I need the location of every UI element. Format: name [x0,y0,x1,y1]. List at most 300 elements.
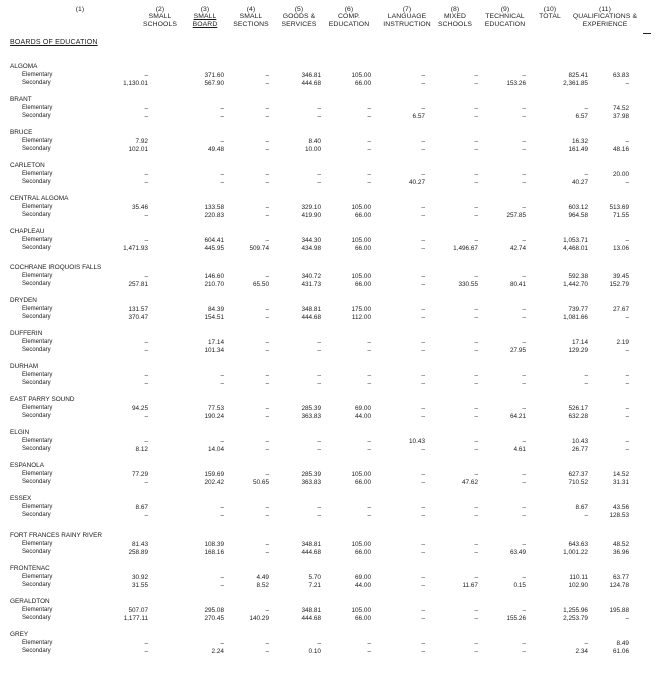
table-row-secondary [0,512,659,520]
row-label: Secondary [22,281,51,287]
table-cell-col9: – [522,648,526,655]
table-cell-col9: – [522,72,526,79]
table-cell-col6: 105.00 [351,204,371,211]
table-cell-col2: – [144,339,148,346]
column-header-6 [327,6,371,28]
board-name: GERALDTON [10,598,50,605]
table-cell-col8: 47.62 [462,479,478,486]
table-cell-col8: – [474,413,478,420]
table-cell-col11: 31.31 [613,479,629,486]
table-cell-col11: 13.06 [613,245,629,252]
table-cell-col5: 8.40 [308,138,321,145]
table-cell-col6: 175.00 [351,306,371,313]
table-cell-col3: – [220,640,224,647]
table-cell-col4: – [265,306,269,313]
table-cell-col8: – [474,179,478,186]
column-header-number: (10) [543,6,557,13]
table-row-elementary [0,607,659,615]
table-cell-col5: – [317,380,321,387]
row-label: Elementary [22,438,53,444]
table-cell-col11: 128.53 [609,512,629,519]
table-cell-col8: – [474,541,478,548]
table-cell-col5: – [317,438,321,445]
table-cell-col7: – [421,549,425,556]
table-cell-col11: – [625,138,629,145]
table-cell-col4: – [265,237,269,244]
column-header-label: SMALL SCHOOLS [143,13,177,28]
table-cell-col10: 2,361.85 [563,80,588,87]
table-cell-col10: 526.17 [568,405,588,412]
table-cell-col10: 603.12 [568,204,588,211]
table-cell-col7: – [421,607,425,614]
column-header-number: (3) [200,6,210,13]
table-cell-col9: – [522,105,526,112]
column-header-label: QUALIFICATIONS & EXPERIENCE [572,13,638,28]
table-row-elementary [0,640,659,648]
table-cell-col2: – [144,512,148,519]
table-row-secondary [0,549,659,557]
table-cell-col6: – [367,640,371,647]
table-cell-col9: – [522,504,526,511]
board-name: ESSEX [10,495,32,502]
table-cell-col2: 7.92 [135,138,148,145]
column-header-9 [479,6,531,28]
table-cell-col4: – [265,146,269,153]
table-cell-col6: 112.00 [351,314,371,321]
table-cell-col10: 26.77 [572,446,588,453]
table-cell-col7: – [421,380,425,387]
table-cell-col11: 8.49 [616,640,629,647]
table-cell-col5: 348.81 [301,541,321,548]
column-header-number: (2) [155,6,165,13]
row-label: Secondary [22,80,51,86]
row-label: Elementary [22,204,53,210]
table-cell-col5: 10.00 [305,146,321,153]
table-cell-col2: – [144,72,148,79]
table-cell-col10: – [584,512,588,519]
table-cell-col9: 153.26 [506,80,526,87]
table-cell-col7: – [421,582,425,589]
board-name: ELGIN [10,429,30,436]
board-name: CARLETON [10,162,45,169]
table-cell-col7: – [421,281,425,288]
table-cell-col6: – [367,105,371,112]
table-cell-col9: – [522,640,526,647]
table-cell-col10: – [584,171,588,178]
table-cell-col5: – [317,446,321,453]
table-row-secondary [0,446,659,454]
column-header-label: GOODS & SERVICES [281,13,317,28]
table-cell-col2: 31.55 [132,582,148,589]
table-row-secondary [0,615,659,623]
table-row-secondary [0,347,659,355]
table-cell-col10: – [584,105,588,112]
table-cell-col3: 270.45 [204,615,224,622]
table-cell-col4: – [265,105,269,112]
board-name: DUFFERIN [10,330,43,337]
table-cell-col9: 155.26 [506,615,526,622]
board-name: EAST PARRY SOUND [10,396,75,403]
table-cell-col11: 152.79 [609,281,629,288]
table-cell-col8: – [474,273,478,280]
table-cell-col4: – [265,446,269,453]
table-cell-col4: 8.52 [256,582,269,589]
table-cell-col5: – [317,512,321,519]
table-cell-col6: 105.00 [351,541,371,548]
table-cell-col7: – [421,212,425,219]
board-name: FRONTENAC [10,565,50,572]
table-cell-col3: – [220,438,224,445]
table-cell-col10: 161.49 [568,146,588,153]
table-cell-col2: 30.92 [132,574,148,581]
table-cell-col11: 48.16 [613,146,629,153]
table-cell-col9: – [522,314,526,321]
table-cell-col11: 71.55 [613,212,629,219]
table-row-elementary [0,306,659,314]
table-cell-col9: – [522,204,526,211]
table-cell-col8: – [474,347,478,354]
board-name: ESPANOLA [10,462,44,469]
table-cell-col3: 77.53 [208,405,224,412]
table-cell-col2: – [144,113,148,120]
column-header-10 [531,6,569,21]
table-cell-col9: – [522,512,526,519]
table-cell-col8: – [474,138,478,145]
column-header-1 [60,6,100,13]
row-label: Secondary [22,314,51,320]
table-cell-col5: 344.30 [301,237,321,244]
table-cell-col8: – [474,640,478,647]
column-header-label: TOTAL [539,13,561,21]
table-cell-col5: 348.81 [301,607,321,614]
table-cell-col10: 8.67 [575,504,588,511]
table-cell-col4: – [265,179,269,186]
table-cell-col4: – [265,204,269,211]
table-cell-col6: 105.00 [351,471,371,478]
table-cell-col9: 42.74 [510,245,526,252]
table-cell-col9: – [522,237,526,244]
table-cell-col5: – [317,171,321,178]
table-row-elementary [0,339,659,347]
table-cell-col3: 2.24 [211,648,224,655]
table-cell-col3: 84.39 [208,306,224,313]
table-cell-col4: – [265,212,269,219]
table-cell-col7: – [421,171,425,178]
table-row-elementary [0,237,659,245]
table-cell-col11: – [625,405,629,412]
table-cell-col5: – [317,640,321,647]
table-cell-col6: 69.00 [355,405,371,412]
table-cell-col6: – [367,179,371,186]
table-cell-col6: – [367,339,371,346]
table-cell-col11: – [625,314,629,321]
table-cell-col3: – [220,380,224,387]
column-header-label: SMALL BOARD [192,13,218,28]
table-cell-col8: 330.55 [458,281,478,288]
table-cell-col7: – [421,347,425,354]
row-label: Elementary [22,405,53,411]
table-cell-col5: 5.70 [308,574,321,581]
table-cell-col2: 102.01 [128,146,148,153]
column-header-3 [186,6,224,28]
table-cell-col10: 102.90 [568,582,588,589]
table-cell-col5: 348.81 [301,306,321,313]
row-label: Secondary [22,413,51,419]
row-label: Secondary [22,582,51,588]
table-cell-col7: – [421,204,425,211]
table-cell-col7: – [421,648,425,655]
row-label: Elementary [22,574,53,580]
table-cell-col2: 507.07 [128,607,148,614]
table-cell-col8: – [474,607,478,614]
table-cell-col2: 1,130.01 [123,80,148,87]
column-header-label: COMP. EDUCATION [328,13,370,28]
table-cell-col10: – [584,372,588,379]
column-header-11 [570,6,640,28]
table-cell-col10: 16.32 [572,138,588,145]
table-row-elementary [0,405,659,413]
column-header-label: SMALL SECTIONS [233,13,269,28]
row-label: Elementary [22,273,53,279]
table-cell-col3: 17.14 [208,339,224,346]
table-cell-col7: 6.57 [412,113,425,120]
table-cell-col6: – [367,380,371,387]
row-label: Elementary [22,72,53,78]
table-cell-col2: – [144,380,148,387]
table-cell-col9: – [522,405,526,412]
table-cell-col8: – [474,113,478,120]
table-cell-col5: 444.68 [301,80,321,87]
table-row-secondary [0,146,659,154]
table-cell-col8: – [474,574,478,581]
column-header-5 [277,6,321,28]
board-name: BRUCE [10,129,33,136]
column-header-7 [378,6,436,28]
table-cell-col11: 27.67 [613,306,629,313]
table-cell-col11: 39.45 [613,273,629,280]
table-cell-col3: 14.04 [208,446,224,453]
table-cell-col4: – [265,640,269,647]
row-label: Secondary [22,479,51,485]
table-cell-col11: 61.06 [613,648,629,655]
table-cell-col2: – [144,273,148,280]
table-cell-col10: 1,081.66 [563,314,588,321]
board-name: COCHRANE IROQUOIS FALLS [10,264,102,271]
table-cell-col10: 643.63 [568,541,588,548]
row-label: Secondary [22,146,51,152]
table-cell-col4: 140.29 [249,615,269,622]
table-cell-col6: 44.00 [355,582,371,589]
table-cell-col6: 105.00 [351,72,371,79]
column-header-number: (9) [500,6,510,13]
table-cell-col11: – [625,380,629,387]
table-cell-col3: 445.95 [204,245,224,252]
table-cell-col8: – [474,648,478,655]
table-row-secondary [0,245,659,253]
header-dash-mark [643,33,651,34]
row-label: Elementary [22,306,53,312]
table-row-secondary [0,582,659,590]
table-cell-col10: 1,053.71 [563,237,588,244]
table-row-elementary [0,574,659,582]
table-row-elementary [0,438,659,446]
table-cell-col8: – [474,171,478,178]
table-cell-col9: – [522,479,526,486]
table-cell-col5: – [317,339,321,346]
column-header-number: (7) [402,6,412,13]
table-cell-col11: 513.69 [609,204,629,211]
table-cell-col10: 1,255.96 [563,607,588,614]
table-cell-col7: – [421,72,425,79]
row-label: Secondary [22,212,51,218]
table-cell-col5: 285.39 [301,471,321,478]
table-cell-col8: – [474,438,478,445]
table-cell-col2: – [144,640,148,647]
table-cell-col8: – [474,380,478,387]
table-cell-col4: – [265,438,269,445]
table-cell-col9: 257.85 [506,212,526,219]
table-cell-col7: – [421,512,425,519]
table-row-elementary [0,372,659,380]
table-cell-col4: – [265,339,269,346]
table-cell-col9: – [522,171,526,178]
table-cell-col7: – [421,372,425,379]
table-cell-col2: – [144,347,148,354]
table-cell-col2: 35.46 [132,204,148,211]
table-cell-col9: – [522,541,526,548]
row-label: Elementary [22,237,53,243]
table-cell-col7: – [421,446,425,453]
section-title: BOARDS OF EDUCATION [10,39,98,46]
column-header-number: (5) [294,6,304,13]
table-cell-col9: – [522,146,526,153]
table-cell-col10: 17.14 [572,339,588,346]
table-cell-col8: 11.67 [462,582,478,589]
table-cell-col10: 110.11 [569,574,588,581]
table-cell-col4: 509.74 [249,245,269,252]
table-cell-col9: – [522,471,526,478]
table-cell-col6: 66.00 [355,245,371,252]
row-label: Secondary [22,347,51,353]
table-row-secondary [0,281,659,289]
table-cell-col4: – [265,549,269,556]
table-cell-col6: – [367,438,371,445]
table-cell-col10: 1,442.70 [563,281,588,288]
table-cell-col5: 285.39 [301,405,321,412]
table-cell-col10: 6.57 [575,113,588,120]
table-cell-col5: 346.81 [301,72,321,79]
table-cell-col4: – [265,512,269,519]
column-header-label: TECHNICAL EDUCATION [484,13,526,28]
row-label: Elementary [22,372,53,378]
table-cell-col2: – [144,179,148,186]
row-label: Elementary [22,105,53,111]
row-label: Secondary [22,446,51,452]
table-cell-col7: – [421,80,425,87]
table-cell-col7: – [421,405,425,412]
board-name: BRANT [10,96,32,103]
table-cell-col4: – [265,138,269,145]
row-label: Secondary [22,179,51,185]
table-cell-col4: – [265,413,269,420]
table-cell-col9: – [522,138,526,145]
table-cell-col11: 20.00 [613,171,629,178]
column-header-number: (1) [75,6,85,13]
table-row-secondary [0,413,659,421]
table-row-elementary [0,504,659,512]
table-cell-col11: – [625,438,629,445]
table-cell-col8: – [474,549,478,556]
table-cell-col2: 258.89 [128,549,148,556]
table-cell-col5: – [317,372,321,379]
column-header-number: (11) [599,6,611,13]
board-name: CENTRAL ALGOMA [10,195,69,202]
table-cell-col6: – [367,146,371,153]
table-cell-col8: – [474,504,478,511]
table-cell-col3: – [220,574,224,581]
board-name: DURHAM [10,363,39,370]
table-cell-col9: – [522,306,526,313]
table-cell-col8: – [474,405,478,412]
table-cell-col11: – [625,615,629,622]
table-row-secondary [0,212,659,220]
table-cell-col2: 257.81 [128,281,148,288]
table-cell-col7: – [421,504,425,511]
board-name: CHAPLEAU [10,228,45,235]
table-row-elementary [0,72,659,80]
table-cell-col3: – [220,179,224,186]
table-cell-col7: – [421,471,425,478]
table-cell-col3: 202.42 [204,479,224,486]
table-cell-col6: 66.00 [355,212,371,219]
table-cell-col2: – [144,237,148,244]
table-cell-col4: – [265,72,269,79]
row-label: Secondary [22,113,51,119]
table-cell-col3: 159.69 [204,471,224,478]
table-cell-col10: 825.41 [568,72,588,79]
table-cell-col5: 444.68 [301,314,321,321]
column-header-2 [138,6,182,28]
table-cell-col9: – [522,372,526,379]
row-label: Elementary [22,339,53,345]
table-cell-col3: – [220,512,224,519]
table-cell-col8: – [474,80,478,87]
table-cell-col6: 69.00 [355,574,371,581]
table-cell-col4: – [265,405,269,412]
table-row-secondary [0,380,659,388]
table-cell-col6: 66.00 [355,281,371,288]
table-cell-col7: – [421,314,425,321]
table-cell-col8: – [474,306,478,313]
table-cell-col7: – [421,245,425,252]
table-cell-col4: – [265,504,269,511]
board-name: FORT FRANCES RAINY RIVER [10,532,102,539]
table-cell-col7: – [421,138,425,145]
table-cell-col7: – [421,306,425,313]
row-label: Elementary [22,504,53,510]
table-cell-col6: 66.00 [355,615,371,622]
table-cell-col9: – [522,574,526,581]
column-header-4 [232,6,270,28]
table-cell-col8: – [474,146,478,153]
table-cell-col8: – [474,237,478,244]
table-cell-col4: – [265,113,269,120]
table-cell-col2: 1,471.93 [123,245,148,252]
table-cell-col10: – [584,640,588,647]
table-cell-col6: – [367,113,371,120]
table-cell-col3: – [220,113,224,120]
table-row-elementary [0,138,659,146]
